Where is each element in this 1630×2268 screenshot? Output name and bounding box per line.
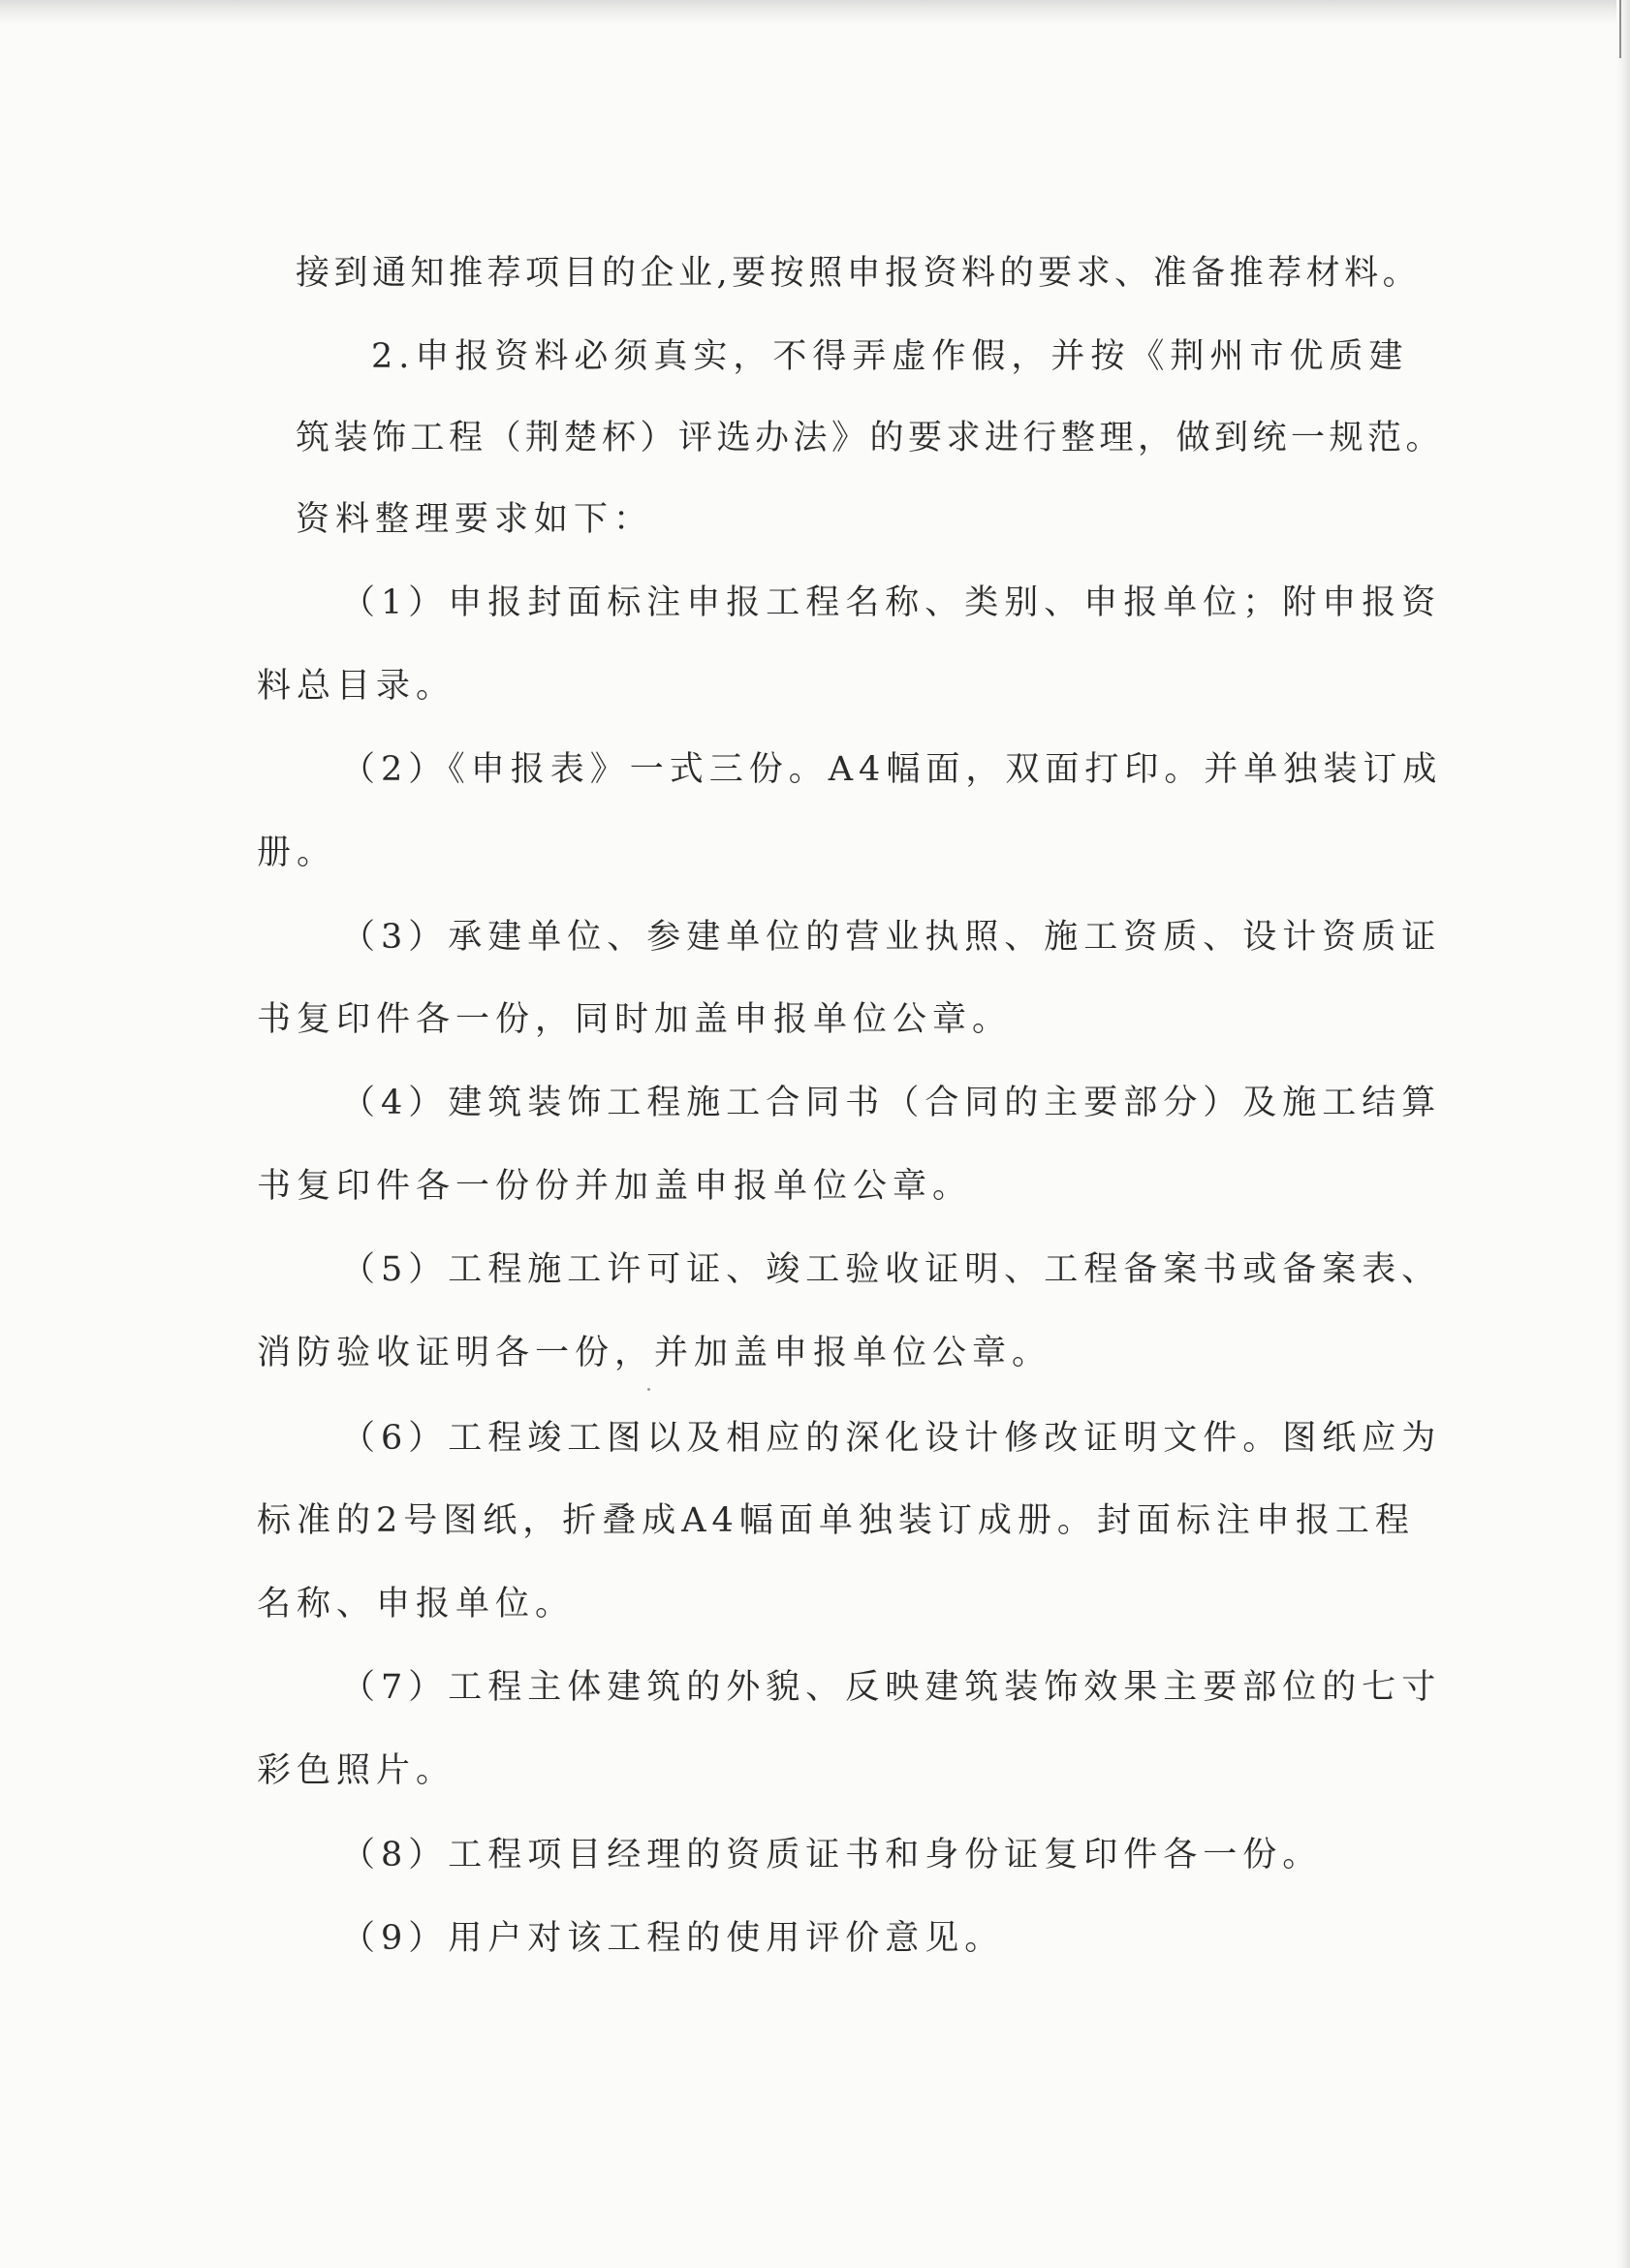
line-req-1-start: （1）申报封面标注申报工程名称、类别、申报单位；附申报资 <box>341 583 1442 622</box>
line-req-3-start: （3）承建单位、参建单位的营业执照、施工资质、设计资质证 <box>341 918 1442 957</box>
line-req-1-end: 料总目录。 <box>257 667 456 706</box>
line-item-2-start: 2.申报资料必须真实，不得弄虚作假，并按《荆州市优质建 <box>371 337 1409 376</box>
line-req-2-end: 册。 <box>257 834 337 872</box>
line-req-4-end: 书复印件各一份份并加盖申报单位公章。 <box>257 1167 973 1206</box>
line-req-6-middle: 标准的2号图纸，折叠成A4幅面单独装订成册。封面标注申报工程 <box>257 1501 1415 1540</box>
line-req-4-start: （4）建筑装饰工程施工合同书（合同的主要部分）及施工结算 <box>341 1084 1442 1122</box>
line-req-6-end: 名称、申报单位。 <box>257 1585 576 1623</box>
line-requirements-heading: 资料整理要求如下： <box>296 500 654 539</box>
line-req-9: （9）用户对该工程的使用评价意见。 <box>341 1919 1005 1958</box>
line-req-6-start: （6）工程竣工图以及相应的深化设计修改证明文件。图纸应为 <box>341 1419 1442 1458</box>
line-req-7-start: （7）工程主体建筑的外貌、反映建筑装饰效果主要部位的七寸 <box>341 1668 1442 1707</box>
line-req-5-start: （5）工程施工许可证、竣工验收证明、工程备案书或备案表、 <box>341 1250 1442 1289</box>
line-req-3-end: 书复印件各一份，同时加盖申报单位公章。 <box>257 1000 1013 1039</box>
line-continuation: 接到通知推荐项目的企业,要按照申报资料的要求、准备推荐材料。 <box>296 254 1422 293</box>
line-req-8: （8）工程项目经理的资质证书和身份证复印件各一份。 <box>341 1836 1323 1874</box>
line-req-5-end: 消防验收证明各一份，并加盖申报单位公章。 <box>257 1334 1052 1372</box>
line-req-7-end: 彩色照片。 <box>257 1751 456 1790</box>
line-item-2-end: 筑装饰工程（荆楚杯）评选办法》的要求进行整理，做到统一规范。 <box>296 419 1445 457</box>
scan-speck <box>647 1388 650 1391</box>
line-req-2-start: （2）《申报表》一式三份。A4幅面，双面打印。并单独装订成 <box>341 750 1443 789</box>
